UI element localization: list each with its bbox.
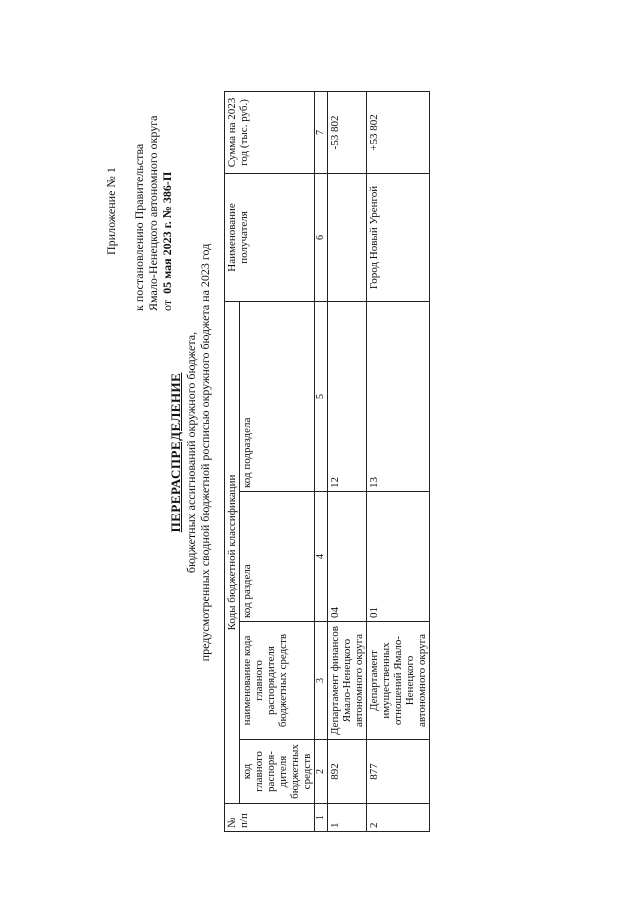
row-no: 1: [328, 804, 367, 832]
row-sum: +53 802: [367, 91, 430, 173]
header-sum: Сумма на 2023 год (тыс. руб.): [225, 91, 315, 173]
table-header-row: [225, 91, 240, 831]
annex-title: Приложение № 1: [104, 167, 118, 255]
header-grbs-code: код главного распоря-дителя бюджетных средств: [240, 740, 315, 804]
row-grbs-name: Департамент имущественных отношений Ямало-Ненецкого автономного округа: [367, 622, 430, 740]
document-subtitle-2: предусмотренных сводной бюджетной росписью окружного бюджета на 2023 год: [198, 243, 212, 662]
header-codes-group: Коды бюджетной классификации: [225, 301, 240, 803]
row-no: 2: [367, 804, 430, 832]
row-section: 01: [367, 492, 430, 622]
row-grbs-code: 892: [328, 740, 367, 804]
row-grbs-name: Департамент финансов Ямало-Ненецкого автономного округа: [328, 622, 367, 740]
column-number: 3: [315, 622, 328, 740]
row-section: 04: [328, 492, 367, 622]
document-title: ПЕРЕРАСПРЕДЕЛЕНИЕ: [168, 372, 183, 533]
header-subsection: код подраздела: [240, 301, 315, 491]
redistribution-table: [224, 91, 430, 832]
header-no: № п/п: [225, 804, 315, 832]
column-number-row: [315, 91, 328, 831]
column-number: 2: [315, 740, 328, 804]
row-recipient: [328, 173, 367, 301]
column-number: 6: [315, 173, 328, 301]
annex-date-prefix: от: [160, 299, 174, 311]
row-subsection: 12: [328, 301, 367, 491]
table-row: [367, 91, 430, 831]
column-number: 5: [315, 301, 328, 491]
annex-line-1: к постановлению Правительства: [132, 143, 146, 311]
annex-line-2: Ямало-Ненецкого автономного округа: [146, 115, 160, 311]
document-subtitle-1: бюджетных ассигнований окружного бюджета,: [184, 331, 198, 574]
column-number: 7: [315, 91, 328, 173]
header-section: код раздела: [240, 492, 315, 622]
column-number: 1: [315, 804, 328, 832]
row-recipient: Город Новый Уренгой: [367, 173, 430, 301]
annex-decree-number: 05 мая 2023 г. № 386-П: [160, 171, 174, 294]
header-grbs-name: наименование кода главного распорядителя бюджетных средств: [240, 622, 315, 740]
row-sum: -53 802: [328, 91, 367, 173]
column-number: 4: [315, 492, 328, 622]
table-row: [328, 91, 367, 831]
header-recipient: Наименование получателя: [225, 173, 315, 301]
row-grbs-code: 877: [367, 740, 430, 804]
row-subsection: 13: [367, 301, 430, 491]
